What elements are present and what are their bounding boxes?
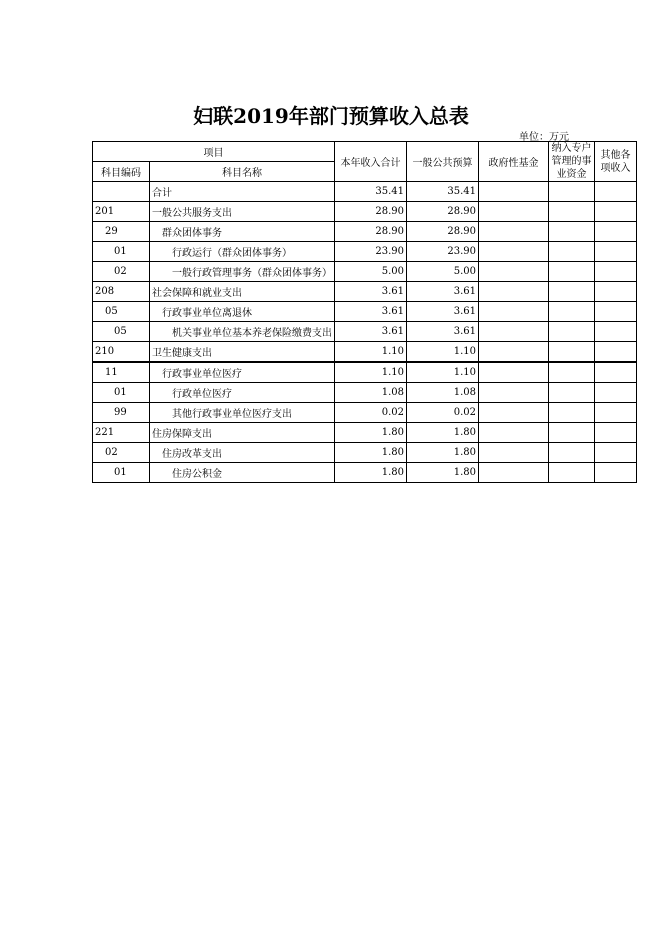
cell-other xyxy=(595,202,637,222)
cell-fund xyxy=(479,362,549,383)
cell-fund xyxy=(479,242,549,262)
cell-code: 210 xyxy=(93,342,150,363)
header-fund: 政府性基金 xyxy=(479,142,549,182)
table-row xyxy=(93,322,637,342)
cell-special xyxy=(549,242,595,262)
cell-code: 02 xyxy=(93,443,150,463)
cell-code: 208 xyxy=(93,282,150,302)
cell-code: 11 xyxy=(93,362,150,383)
cell-code: 01 xyxy=(93,242,150,262)
cell-fund xyxy=(479,322,549,342)
cell-total: 1.80 xyxy=(335,423,407,443)
cell-name: 合计 xyxy=(150,182,335,202)
cell-other xyxy=(595,182,637,202)
cell-fund xyxy=(479,282,549,302)
table-row xyxy=(93,282,637,302)
table-row xyxy=(93,222,637,242)
cell-total: 1.80 xyxy=(335,443,407,463)
cell-fund xyxy=(479,202,549,222)
cell-total: 3.61 xyxy=(335,302,407,322)
table-row xyxy=(93,302,637,322)
cell-general: 1.10 xyxy=(407,342,479,363)
cell-fund xyxy=(479,342,549,363)
table-row xyxy=(93,362,637,383)
cell-total: 3.61 xyxy=(335,282,407,302)
cell-general: 28.90 xyxy=(407,222,479,242)
cell-total: 35.41 xyxy=(335,182,407,202)
cell-other xyxy=(595,443,637,463)
table-row xyxy=(93,403,637,423)
cell-name: 行政单位医疗 xyxy=(150,383,335,403)
cell-general: 1.80 xyxy=(407,423,479,443)
cell-total: 23.90 xyxy=(335,242,407,262)
cell-total: 0.02 xyxy=(335,403,407,423)
cell-code: 01 xyxy=(93,463,150,483)
cell-name: 行政事业单位医疗 xyxy=(150,362,335,383)
cell-other xyxy=(595,362,637,383)
cell-name: 行政事业单位离退休 xyxy=(150,302,335,322)
table-row xyxy=(93,242,637,262)
table-body xyxy=(93,182,637,483)
cell-fund xyxy=(479,463,549,483)
cell-general: 1.80 xyxy=(407,463,479,483)
cell-other xyxy=(595,423,637,443)
cell-special xyxy=(549,383,595,403)
header-total: 本年收入合计 xyxy=(335,142,407,182)
page-title: 妇联2019年部门预算收入总表 xyxy=(193,104,469,128)
cell-fund xyxy=(479,383,549,403)
cell-special xyxy=(549,463,595,483)
cell-other xyxy=(595,403,637,423)
cell-general: 28.90 xyxy=(407,202,479,222)
cell-fund xyxy=(479,443,549,463)
cell-total: 28.90 xyxy=(335,222,407,242)
cell-special xyxy=(549,262,595,282)
cell-fund xyxy=(479,302,549,322)
cell-name: 卫生健康支出 xyxy=(150,342,335,363)
cell-name: 群众团体事务 xyxy=(150,222,335,242)
header-special: 纳入专户管理的事业资金 xyxy=(549,142,595,182)
cell-name: 一般行政管理事务（群众团体事务） xyxy=(150,262,335,282)
table-row xyxy=(93,463,637,483)
cell-other xyxy=(595,322,637,342)
cell-general: 3.61 xyxy=(407,282,479,302)
cell-special xyxy=(549,362,595,383)
cell-general: 0.02 xyxy=(407,403,479,423)
cell-total: 1.08 xyxy=(335,383,407,403)
table-row xyxy=(93,262,637,282)
table-row xyxy=(93,443,637,463)
cell-fund xyxy=(479,182,549,202)
cell-other xyxy=(595,222,637,242)
cell-general: 3.61 xyxy=(407,322,479,342)
cell-fund xyxy=(479,262,549,282)
table-row xyxy=(93,202,637,222)
cell-code: 05 xyxy=(93,322,150,342)
table-row xyxy=(93,383,637,403)
cell-code: 221 xyxy=(93,423,150,443)
cell-special xyxy=(549,443,595,463)
cell-general: 35.41 xyxy=(407,182,479,202)
cell-other xyxy=(595,463,637,483)
cell-special xyxy=(549,322,595,342)
cell-name: 其他行政事业单位医疗支出 xyxy=(150,403,335,423)
cell-fund xyxy=(479,222,549,242)
cell-other xyxy=(595,282,637,302)
cell-special xyxy=(549,302,595,322)
cell-name: 社会保障和就业支出 xyxy=(150,282,335,302)
cell-fund xyxy=(479,403,549,423)
cell-total: 1.10 xyxy=(335,342,407,363)
cell-total: 1.80 xyxy=(335,463,407,483)
table-row xyxy=(93,182,637,202)
cell-code: 01 xyxy=(93,383,150,403)
header-general: 一般公共预算 xyxy=(407,142,479,182)
cell-total: 1.10 xyxy=(335,362,407,383)
cell-code: 02 xyxy=(93,262,150,282)
cell-general: 1.08 xyxy=(407,383,479,403)
cell-general: 1.80 xyxy=(407,443,479,463)
budget-income-table xyxy=(92,141,637,483)
cell-code: 29 xyxy=(93,222,150,242)
cell-other xyxy=(595,302,637,322)
header-project: 项目 xyxy=(93,142,335,162)
cell-special xyxy=(549,403,595,423)
header-code: 科目编码 xyxy=(93,162,150,182)
cell-code xyxy=(93,182,150,202)
cell-fund xyxy=(479,423,549,443)
cell-name: 机关事业单位基本养老保险缴费支出 xyxy=(150,322,335,342)
cell-total: 5.00 xyxy=(335,262,407,282)
cell-code: 05 xyxy=(93,302,150,322)
cell-general: 1.10 xyxy=(407,362,479,383)
cell-other xyxy=(595,242,637,262)
cell-general: 5.00 xyxy=(407,262,479,282)
cell-name: 一般公共服务支出 xyxy=(150,202,335,222)
cell-name: 住房公积金 xyxy=(150,463,335,483)
cell-name: 住房保障支出 xyxy=(150,423,335,443)
header-other: 其他各项收入 xyxy=(595,142,637,182)
cell-total: 28.90 xyxy=(335,202,407,222)
cell-other xyxy=(595,342,637,363)
cell-special xyxy=(549,282,595,302)
cell-other xyxy=(595,383,637,403)
cell-name: 行政运行（群众团体事务） xyxy=(150,242,335,262)
cell-special xyxy=(549,222,595,242)
cell-general: 3.61 xyxy=(407,302,479,322)
header-name: 科目名称 xyxy=(150,162,335,182)
cell-special xyxy=(549,182,595,202)
cell-code: 99 xyxy=(93,403,150,423)
cell-total: 3.61 xyxy=(335,322,407,342)
table-row xyxy=(93,423,637,443)
cell-code: 201 xyxy=(93,202,150,222)
cell-special xyxy=(549,423,595,443)
cell-special xyxy=(549,202,595,222)
table-row xyxy=(93,342,637,363)
cell-special xyxy=(549,342,595,363)
cell-general: 23.90 xyxy=(407,242,479,262)
cell-name: 住房改革支出 xyxy=(150,443,335,463)
cell-other xyxy=(595,262,637,282)
unit-label: 单位：万元 xyxy=(519,132,569,143)
